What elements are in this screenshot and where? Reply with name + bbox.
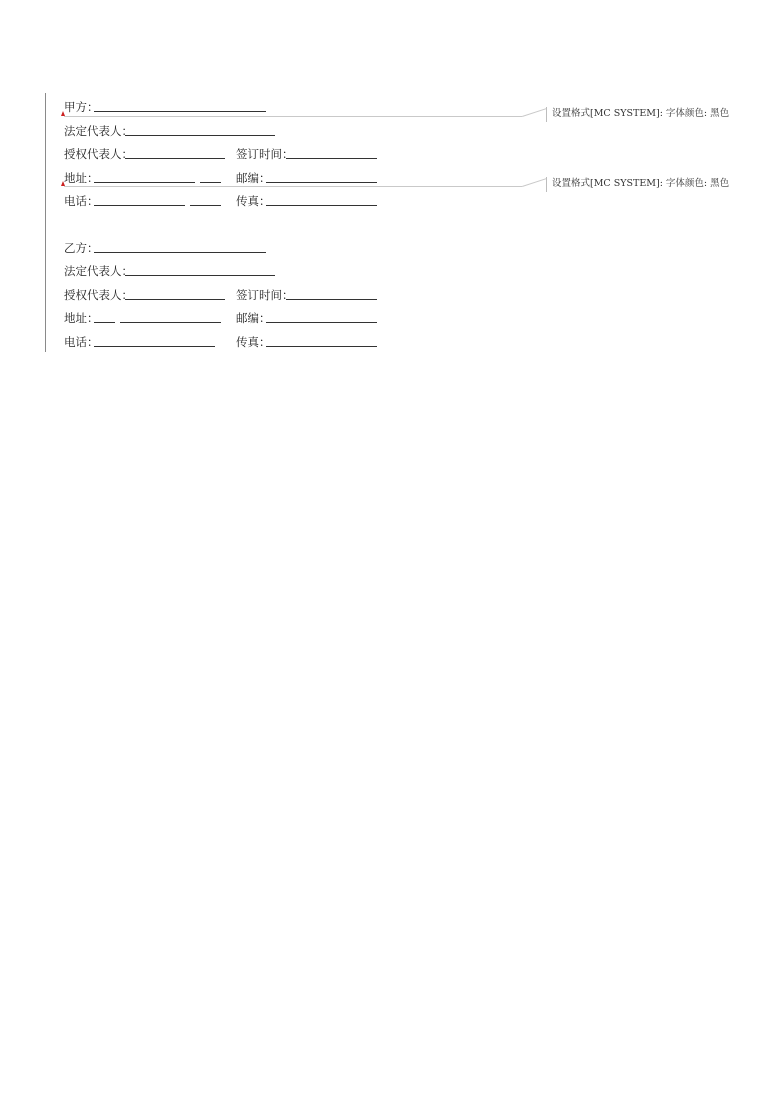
party-b-fax-blank[interactable] xyxy=(266,334,377,347)
party-b-phone-label: 电话： xyxy=(64,335,99,349)
party-b-name-blank[interactable] xyxy=(94,240,266,253)
party-a-legal-rep-label: 法定代表人： xyxy=(64,124,133,138)
comment-connector-1 xyxy=(64,116,522,117)
party-b-legal-rep-blank[interactable] xyxy=(125,263,275,276)
party-a-name-blank[interactable] xyxy=(94,99,266,112)
party-a-sign-time-blank[interactable] xyxy=(286,146,377,159)
party-a-name-label: 甲方： xyxy=(64,100,99,114)
party-b-address-label: 地址： xyxy=(64,311,99,325)
comment-connector-2 xyxy=(64,186,522,187)
party-a-auth-rep-label: 授权代表人： xyxy=(64,147,133,161)
party-b-sign-time-blank[interactable] xyxy=(286,287,377,300)
party-a-fax-blank[interactable] xyxy=(266,193,377,206)
comment-connector-1-diagonal xyxy=(522,108,547,117)
party-b-address-blank[interactable] xyxy=(94,310,115,323)
party-b-name-label: 乙方： xyxy=(64,241,99,255)
party-a-postcode-blank[interactable] xyxy=(266,170,377,183)
party-b-sign-time-label: 签订时间： xyxy=(236,288,294,302)
party-a-phone-label: 电话： xyxy=(64,194,99,208)
party-a-legal-rep-blank[interactable] xyxy=(125,123,275,136)
party-a-address-label: 地址： xyxy=(64,171,99,185)
party-a-address-blank[interactable] xyxy=(94,170,195,183)
party-b-legal-rep-label: 法定代表人： xyxy=(64,264,133,278)
party-b-postcode-label: 邮编： xyxy=(236,311,271,325)
party-a-phone-blank-2[interactable] xyxy=(190,193,221,206)
party-b-auth-rep-blank[interactable] xyxy=(125,287,225,300)
party-b-fax-label: 传真： xyxy=(236,335,271,349)
party-b-address-blank-2[interactable] xyxy=(120,310,221,323)
party-a-phone-blank[interactable] xyxy=(94,193,185,206)
revision-change-bar xyxy=(45,93,46,352)
comment-balloon-1[interactable]: 设置格式[MC SYSTEM]: 字体颜色: 黑色 xyxy=(546,107,729,122)
comment-connector-2-diagonal xyxy=(522,178,547,187)
party-a-auth-rep-blank[interactable] xyxy=(125,146,225,159)
comment-balloon-2[interactable]: 设置格式[MC SYSTEM]: 字体颜色: 黑色 xyxy=(546,177,729,192)
party-a-fax-label: 传真： xyxy=(236,194,271,208)
party-b-postcode-blank[interactable] xyxy=(266,310,377,323)
party-a-address-blank-2[interactable] xyxy=(200,170,221,183)
party-b-auth-rep-label: 授权代表人： xyxy=(64,288,133,302)
party-b-phone-blank[interactable] xyxy=(94,334,215,347)
party-a-postcode-label: 邮编： xyxy=(236,171,271,185)
party-a-sign-time-label: 签订时间： xyxy=(236,147,294,161)
